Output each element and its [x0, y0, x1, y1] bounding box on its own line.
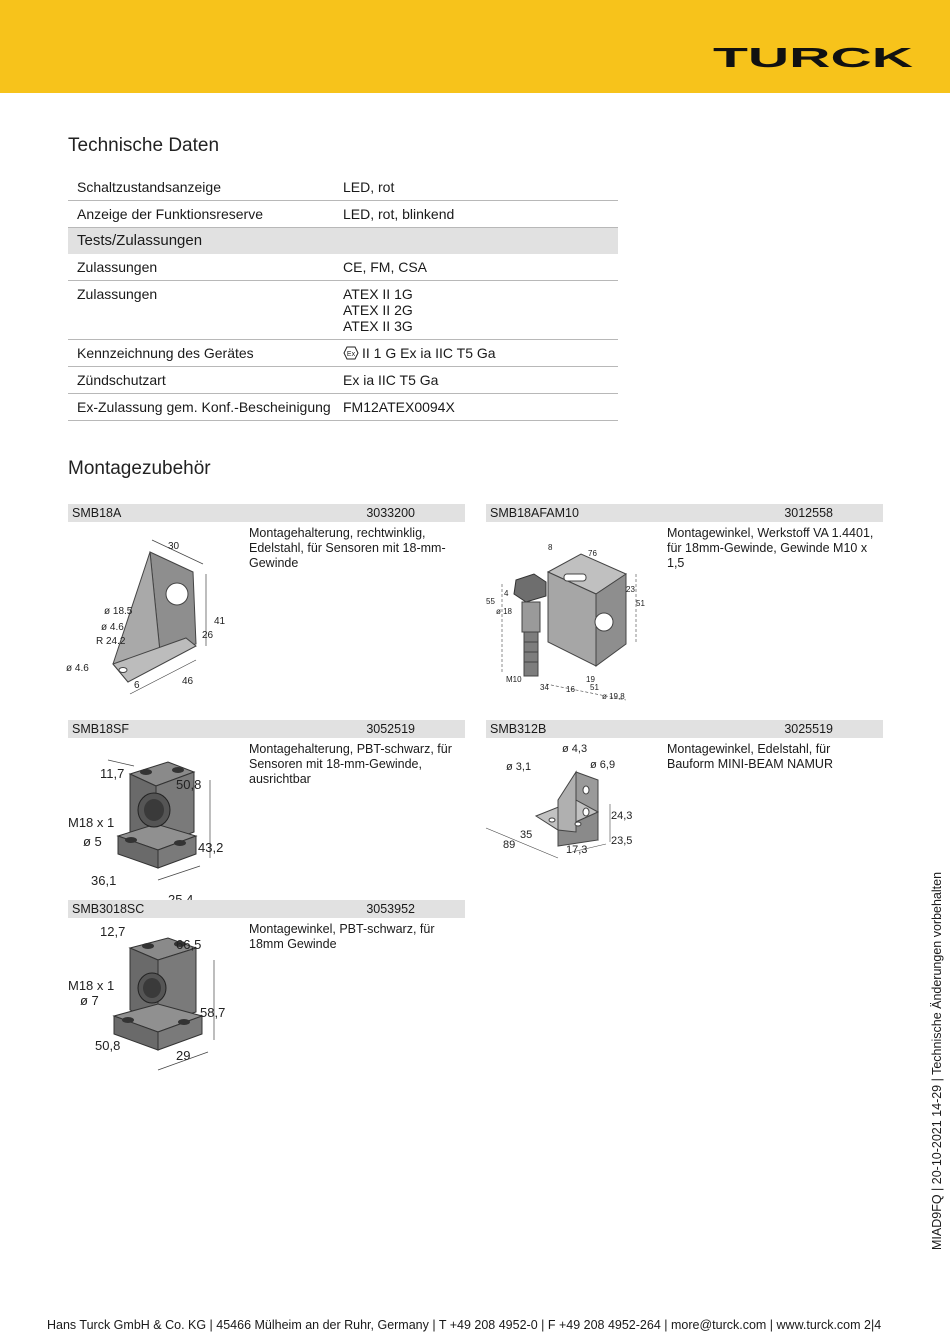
svg-text:66,5: 66,5: [176, 937, 202, 952]
svg-text:ø 5: ø 5: [83, 834, 102, 849]
tech-section-title: Technische Daten: [68, 135, 220, 156]
svg-text:58,7: 58,7: [200, 1005, 226, 1020]
tests-section-header: Tests/Zulassungen: [68, 228, 618, 254]
svg-text:ø 4,3: ø 4,3: [562, 743, 588, 755]
accessory-smb3018sc: SMB3018SC 3053952 Montagewinkel, PBT-schwarz, für 18mm Gewinde 12,7 66,5 M18 x 1 ø 7 58,7 50,8 29: [68, 900, 465, 918]
table-row: Anzeige der Funktionsreserve LED, rot, blinkend: [68, 201, 618, 228]
svg-text:19: 19: [586, 675, 595, 684]
svg-text:8: 8: [548, 543, 553, 552]
svg-text:34: 34: [540, 683, 549, 692]
svg-text:24,3: 24,3: [611, 810, 633, 822]
smb18afam10-drawing: [486, 524, 661, 709]
svg-text:23: 23: [626, 585, 635, 594]
svg-text:M18 x 1: M18 x 1: [68, 978, 115, 993]
svg-text:ø 4.6: ø 4.6: [101, 622, 124, 633]
smb3018sc-drawing: [68, 920, 243, 1080]
table-row: Ex-Zulassung gem. Konf.-Bescheinigung FM12ATEX0094X: [68, 394, 618, 421]
svg-text:ø 18: ø 18: [496, 607, 513, 616]
svg-text:76: 76: [588, 549, 597, 558]
svg-text:R 24.2: R 24.2: [96, 636, 126, 647]
svg-text:ø 18.5: ø 18.5: [104, 606, 133, 617]
svg-text:ø 3,1: ø 3,1: [506, 761, 532, 773]
svg-text:Ex: Ex: [346, 351, 356, 358]
svg-text:29: 29: [176, 1048, 191, 1063]
svg-text:50,8: 50,8: [95, 1038, 121, 1053]
svg-text:23,5: 23,5: [611, 835, 633, 847]
smb312b-drawing: [486, 740, 661, 875]
smb18a-drawing: [68, 524, 243, 704]
footer-address: Hans Turck GmbH & Co. KG | 45466 Mülheim an der Ruhr, Germany | T +49 208 4952-0 | F +49 208 4952-264 | more@turck.com | www.turck.com 2|4: [47, 1318, 882, 1332]
smb18sf-drawing: [68, 740, 243, 890]
table-row: Zündschutzart Ex ia IIC T5 Ga: [68, 367, 618, 394]
svg-text:36,1: 36,1: [91, 873, 117, 888]
svg-text:ø 6,9: ø 6,9: [590, 759, 616, 771]
svg-text:46: 46: [182, 676, 194, 687]
turck-logo: [712, 42, 914, 73]
svg-text:TURCK: TURCK: [713, 42, 913, 73]
accessory-smb18sf: SMB18SF 3052519 Montagehalterung, PBT-schwarz, für Sensoren mit 18-mm-Gewinde, ausrichtbar 11,7 50,8 M18 x 1 ø 5 43,2 36,1: [68, 720, 465, 738]
svg-text:51: 51: [636, 599, 645, 608]
svg-text:16: 16: [566, 685, 575, 694]
svg-text:11,7: 11,7: [100, 766, 125, 781]
svg-text:35: 35: [520, 829, 533, 841]
svg-text:ø 19,8: ø 19,8: [602, 692, 625, 701]
svg-text:26: 26: [202, 630, 214, 641]
svg-text:M18 x 1: M18 x 1: [68, 815, 115, 830]
table-row: Kennzeichnung des Gerätes Ex II 1 G Ex ia IIC T5 Ga: [68, 340, 618, 367]
side-revision-text: MIAD9FQ | 20-10-2021 14-29 | Technische Änderungen vorbehalten: [930, 871, 944, 1250]
ex-hexagon-icon: [343, 346, 359, 360]
accessory-smb18a: SMB18A 3033200 Montagehalterung, rechtwinklig, Edelstahl, für Sensoren mit 18-mm-Gewinde 30 ø 18.5 ø 4.6 R 24.2 41 26 ø 4.6 6 46: [68, 504, 465, 522]
svg-text:55: 55: [486, 597, 495, 606]
table-row: Schaltzustandsanzeige LED, rot: [68, 174, 618, 201]
svg-text:M10: M10: [506, 675, 522, 684]
svg-text:4: 4: [504, 589, 509, 598]
accessories-title: Montagezubehör: [68, 458, 211, 479]
svg-text:17,3: 17,3: [566, 844, 588, 856]
svg-text:50,8: 50,8: [176, 777, 202, 792]
svg-text:ø 7: ø 7: [80, 993, 99, 1008]
svg-text:6: 6: [134, 680, 140, 691]
svg-text:30: 30: [168, 541, 180, 552]
accessory-smb18afam10: SMB18AFAM10 3012558 Montagewinkel, Werkstoff VA 1.4401, für 18mm-Gewinde, Gewinde M10 x 1,5 8 76 4 55 ø 18 23 51 M10 34 16 19 51 ø 19,8: [486, 504, 883, 522]
svg-text:89: 89: [503, 839, 516, 851]
tech-table: [68, 174, 618, 421]
svg-text:ø 4.6: ø 4.6: [66, 663, 89, 674]
header-bar: [0, 0, 950, 93]
svg-text:51: 51: [590, 683, 599, 692]
svg-text:12,7: 12,7: [100, 924, 126, 939]
table-row: Zulassungen ATEX II 1G ATEX II 2G ATEX II 3G: [68, 281, 618, 340]
accessory-smb312b: SMB312B 3025519 Montagewinkel, Edelstahl, für Bauform MINI-BEAM NAMUR ø 4,3 ø 3,1 ø 6,9 24,3 35 89 17,3 23,5: [486, 720, 883, 738]
table-row: Zulassungen CE, FM, CSA: [68, 254, 618, 281]
svg-text:41: 41: [214, 616, 226, 627]
svg-text:43,2: 43,2: [198, 840, 224, 855]
